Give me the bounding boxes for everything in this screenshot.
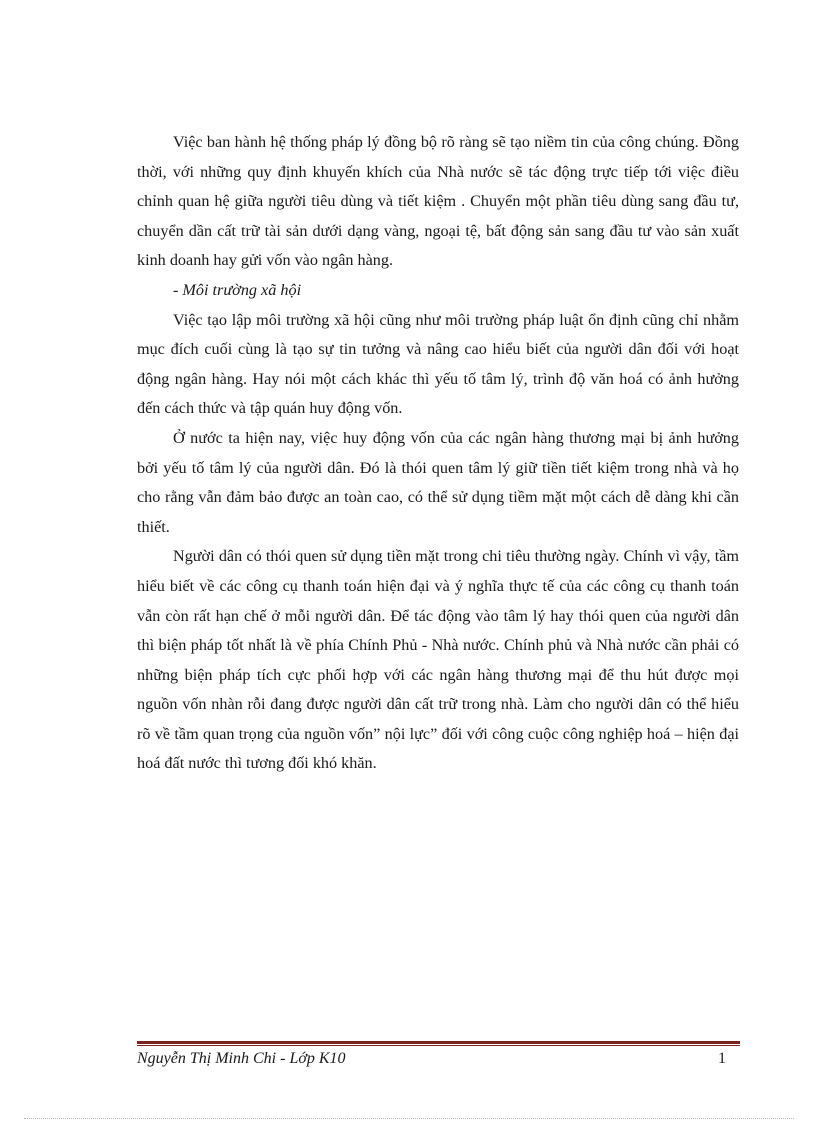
footer-divider-thick-line	[137, 1041, 740, 1044]
subheading-social-environment: - Môi trường xã hội	[173, 280, 302, 299]
footer-divider-thin-line	[137, 1045, 740, 1046]
paragraph-cash-habits: Người dân có thói quen sử dụng tiền mặt trong chi tiêu thường ngày. Chính vì vậy, tầm hiểu biết về các công cụ thanh toán hiện đại và ý nghĩa thực tế của các công cụ thanh toán vẫn còn rất hạn chế ở mỗi người dân. Để tác động vào tâm lý hay thói quen của người dân thì biện pháp tốt nhất là về phía Chính Phủ - Nhà nước. Chính phủ và Nhà nước cần phải có những biện pháp tích cực phối hợp với các ngân hàng thương mại để thu hút được mọi nguồn vốn nhàn rỗi đang được người dân cất trữ trong nhà. Làm cho người dân có thể hiểu rõ về tầm quan trọng của nguồn vốn” nội lực” đối với công cuộc công nghiệp hoá – hiện đại hoá đất nước thì tương đối khó khăn.	[137, 547, 739, 773]
page-number: 1	[718, 1050, 726, 1067]
body-text	[137, 128, 739, 779]
paragraph-social-environment: Việc tạo lập môi trường xã hội cũng như môi trường pháp luật ổn định cũng chỉ nhằm mục đích cuối cùng là tạo sự tin tưởng và nâng cao hiểu biết của người dân đối với hoạt động ngân hàng. Hay nói một cách khác thì yếu tố tâm lý, trình độ văn hoá có ảnh hưởng đến cách thức và tập quán huy động vốn.	[137, 310, 739, 418]
paragraph-domestic-situation: Ở nước ta hiện nay, việc huy động vốn của các ngân hàng thương mại bị ảnh hưởng bởi yếu tố tâm lý của người dân. Đó là thói quen tâm lý giữ tiền tiết kiệm trong nhà và họ cho rằng vẫn đảm bảo được an toàn cao, có thể sử dụng tiềm mặt một cách dễ dàng khi cần thiết.	[137, 428, 739, 536]
paragraph-legal-framework: Việc ban hành hệ thống pháp lý đồng bộ rõ ràng sẽ tạo niềm tin của công chúng. Đồng thời, với những quy định khuyến khích của Nhà nước sẽ tác động trực tiếp tới việc điều chỉnh quan hệ giữa người tiêu dùng và tiết kiệm . Chuyển một phần tiêu dùng sang đầu tư, chuyển dần cất trữ tài sản dưới dạng vàng, ngoại tệ, bất động sản sang đầu tư vào sản xuất kinh doanh hay gửi vốn vào ngân hàng.	[137, 133, 739, 270]
footer-author: Nguyễn Thị Minh Chi - Lớp K10	[137, 1050, 346, 1067]
page-bottom-border	[24, 1118, 794, 1119]
footer-divider	[137, 1041, 740, 1046]
